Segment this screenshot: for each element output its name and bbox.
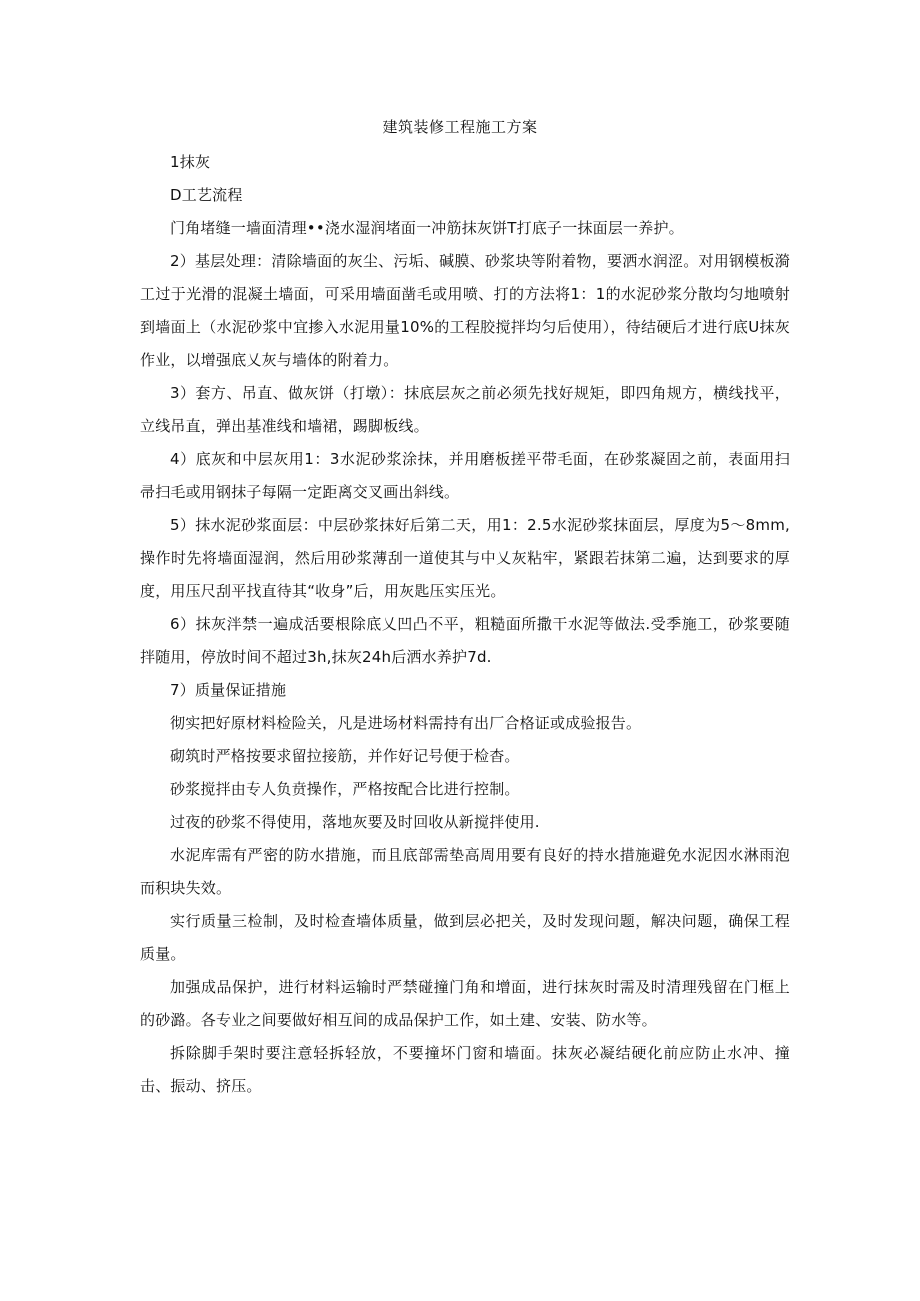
paragraph-base-treatment: 2）基层处理：清除墙面的灰尘、污垢、碱膜、砂浆块等附着物，要洒水润涩。对用钢模板漪工过于光滑的混凝土墙面，可采用墙面凿毛或用喷、打的方法将1：1的水泥砂浆分散均匀地喷射到墙面上（水泥砂浆中宜掺入水泥用量10%的工程胶搅拌均匀后使用），待结硬后才进行底U抹灰作业，以增强底乂灰与墙体的附着力。 [140, 252, 790, 369]
document-title: 建筑装修工程施工方案 [382, 118, 538, 136]
document-body [140, 146, 790, 1103]
heading-quality-measures: 7）质量保证措施 [170, 681, 287, 699]
paragraph-squaring: 3）套方、吊直、做灰饼（打墩）：抹底层灰之前必须先找好规矩，即四角规方，横线找平，立线吊直，弹出基准线和墙裙，踢脚板线。 [140, 384, 790, 435]
paragraph-material-check: 彻实把好原材料检险关，凡是进场材料需持有出厂合格证或成验报告。 [170, 714, 642, 732]
paragraph-cement-storage: 水泥库需有严密的防水措施，而且底部需垫高周用要有良好的持水措施避免水泥因水淋雨泡而积块失效。 [140, 846, 790, 897]
paragraph-scaffold-removal: 拆除脚手架时要注意轻拆轻放，不要撞坏门窗和墙面。抹灰必凝结硬化前应防止水冲、撞击、振动、挤压。 [140, 1044, 790, 1095]
paragraph-tie-bars: 砌筑时严格按要求留拉接筋，并作好记号便于检杳。 [170, 747, 520, 765]
heading-plastering: 1抹灰 [170, 153, 211, 171]
paragraph-mortar-mixing: 砂浆搅拌由专人负贲操作，严格按配合比进行控制。 [170, 780, 520, 798]
paragraph-finish-coat: 5）抹水泥砂浆面层：中层砂浆抹好后第二天，用1：2.5水泥砂浆抹面层，厚度为5〜8mm,操作时先将墙面湿润，然后用砂浆薄刮一道使其与中乂灰粘牢，紧跟若抹第二遍，达到要求的厚度，用压尺刮平找直待其“收身”后，用灰匙压实压光。 [140, 516, 790, 600]
paragraph-base-coat: 4）底灰和中层灰用1：3水泥砂浆涂抹，并用磨板搓平带毛面，在砂浆凝固之前，表面用扫帚扫毛或用钢抹子每隔一定距离交叉画出斜线。 [140, 450, 790, 501]
heading-process-flow: D工艺流程 [170, 186, 243, 204]
paragraph-product-protection: 加强成品保护，进行材料运输时严禁碰撞门角和增面，进行抹灰时需及时清理残留在门框上的砂潞。各专业之间要做好相互间的成品保护工作，如土建、安装、防水等。 [140, 978, 790, 1029]
paragraph-overnight-mortar: 过夜的砂浆不得使用，落地灰要及时回收从新搅拌使用. [170, 813, 540, 831]
paragraph-three-checks: 实行质量三检制，及时检查墙体质量，做到层必把关，及时发现问题，解决问题，确保工程质量。 [140, 912, 790, 963]
paragraph-plaster-rules: 6）抹灰泮禁一遍成活要根除底乂凹凸不平，粗糙面所撒干水泥等做法.受季施工，砂浆要随拌随用，停放时间不超过3h,抹灰24h后洒水养护7d. [140, 615, 790, 666]
paragraph-process-flow: 门角堵缝一墙面清理••浇水湿润堵面一冲筋抹灰饼T打底子一抹面层一养护。 [170, 219, 684, 237]
